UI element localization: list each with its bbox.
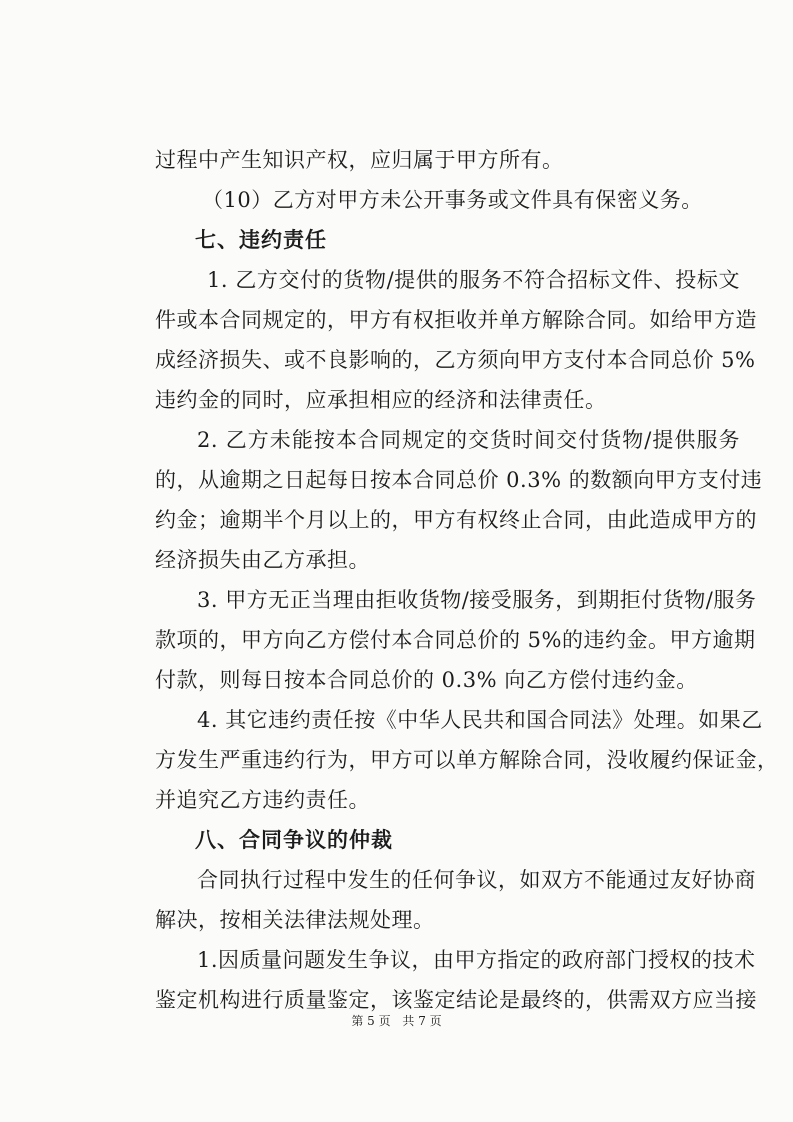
paragraph-line: 合同执行过程中发生的任何争议，如双方不能通过友好协商 (197, 868, 756, 892)
page-total: 共 7 页 (402, 1014, 442, 1028)
paragraph-line: 1. 乙方交付的货物/提供的服务不符合招标文件、投标文 (207, 268, 740, 292)
paragraph-line: 1.因质量问题发生争议，由甲方指定的政府部门授权的技术 (197, 948, 756, 972)
paragraph-line: 经济损失由乙方承担。 (155, 548, 370, 572)
paragraph-line: 并追究乙方违约责任。 (155, 788, 370, 812)
paragraph-line: 款项的，甲方向乙方偿付本合同总价的 5%的违约金。甲方逾期 (155, 628, 756, 652)
paragraph-line: 3. 甲方无正当理由拒收货物/接受服务，到期拒付货物/服务 (197, 588, 757, 612)
paragraph-line: 违约金的同时，应承担相应的经济和法律责任。 (155, 388, 607, 412)
paragraph-line: 方发生严重违约行为，甲方可以单方解除合同，没收履约保证金， (155, 748, 779, 772)
paragraph-line: 4. 其它违约责任按《中华人民共和国合同法》处理。如果乙 (197, 708, 763, 732)
page-number: 第 5 页 (351, 1014, 391, 1028)
paragraph-line: 的，从逾期之日起每日按本合同总价 0.3% 的数额向甲方支付违 (155, 468, 763, 492)
paragraph-line: 过程中产生知识产权，应归属于甲方所有。 (155, 148, 564, 172)
page-footer (0, 1012, 793, 1029)
section-heading-arbitration: 八、合同争议的仲裁 (195, 828, 393, 852)
paragraph-line: 成经济损失、或不良影响的，乙方须向甲方支付本合同总价 5% (155, 348, 756, 372)
paragraph-line: 件或本合同规定的，甲方有权拒收并单方解除合同。如给甲方造 (155, 308, 757, 332)
paragraph-line: 鉴定机构进行质量鉴定，该鉴定结论是最终的，供需双方应当接 (155, 988, 757, 1012)
paragraph-line: 2. 乙方未能按本合同规定的交货时间交付货物/提供服务 (197, 428, 740, 452)
paragraph-line: 约金；逾期半个月以上的，甲方有权终止合同，由此造成甲方的 (155, 508, 757, 532)
section-heading-breach: 七、违约责任 (195, 228, 327, 252)
paragraph-line: 付款，则每日按本合同总价的 0.3% 向乙方偿付违约金。 (155, 668, 698, 692)
paragraph-line: 解决，按相关法律法规处理。 (155, 908, 435, 932)
paragraph-line: （10）乙方对甲方未公开事务或文件具有保密义务。 (202, 188, 703, 212)
